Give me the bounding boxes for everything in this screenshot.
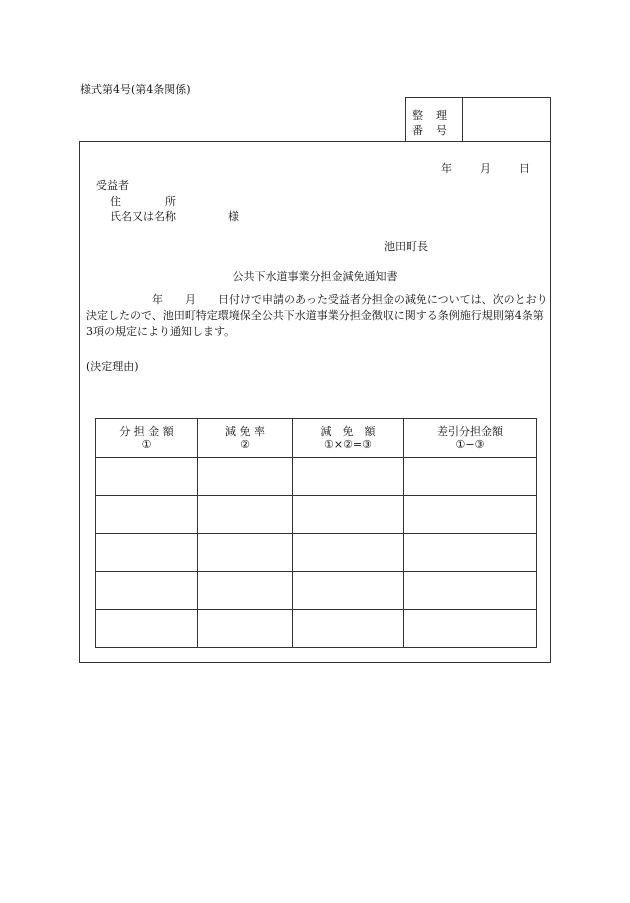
table-row [96,610,537,648]
table-cell[interactable] [404,572,537,610]
table-cell[interactable] [198,496,293,534]
address-label: 住 所 [110,195,176,208]
table-cell[interactable] [404,496,537,534]
header-reduction-label: 減 免 額 [320,425,376,438]
date-year: 年 [441,162,452,175]
reason-label: (決定理由) [86,360,139,373]
header-balance-label: 差引分担金額 [437,425,503,438]
header-amount-label: 分 担 金 額 [119,425,174,438]
date-day: 日 [519,162,530,175]
table-cell[interactable] [404,534,537,572]
table-cell[interactable] [293,458,404,496]
table-cell[interactable] [404,610,537,648]
honorific: 様 [228,210,239,223]
table-row [96,458,537,496]
document-title: 公共下水道事業分担金減免通知書 [232,270,398,283]
date-line [441,160,530,176]
header-reduction-sub: ①×②=③ [323,438,373,451]
date-month: 月 [480,162,491,175]
table-row [96,572,537,610]
table-row [96,496,537,534]
table-cell[interactable] [96,496,198,534]
table-cell[interactable] [404,458,537,496]
table-cell[interactable] [96,610,198,648]
table-row [96,534,537,572]
table-cell[interactable] [198,610,293,648]
header-rate-label: 減 免 率 [225,425,265,438]
amount-table [95,418,537,648]
table-header-row [96,419,537,458]
table-cell[interactable] [96,534,198,572]
header-rate [198,419,293,458]
table-cell[interactable] [198,458,293,496]
table-cell[interactable] [96,572,198,610]
table-cell[interactable] [293,572,404,610]
name-label: 氏名又は名称 [110,210,176,223]
table-cell[interactable] [293,610,404,648]
ref-number-field[interactable] [463,98,550,141]
table-cell[interactable] [198,572,293,610]
reference-number-box [405,97,551,141]
ref-label-line2: 番 号 [412,124,448,137]
header-balance-sub: ①−③ [455,438,485,451]
header-amount-sub: ① [141,438,152,451]
table-cell[interactable] [293,534,404,572]
table-cell[interactable] [198,534,293,572]
header-rate-sub: ② [240,438,250,451]
header-reduction [293,419,404,458]
ref-label-line1: 整 理 [412,109,448,122]
body-paragraph: 年 月 日付けで申請のあった受益者分担金の減免については、次のとおり決定したので、池田町特定環境保全公共下水道事業分担金徴収に関する条例施行規則第4条第3項の規定により通知します。 [86,293,548,338]
header-balance [404,419,537,458]
table-cell[interactable] [96,458,198,496]
notice-frame [79,141,551,663]
table-cell[interactable] [293,496,404,534]
recipient-title: 受益者 [96,179,129,192]
header-amount [96,419,198,458]
form-number-title: 様式第4号(第4条関係) [80,83,191,96]
issuer-name: 池田町長 [384,240,428,253]
